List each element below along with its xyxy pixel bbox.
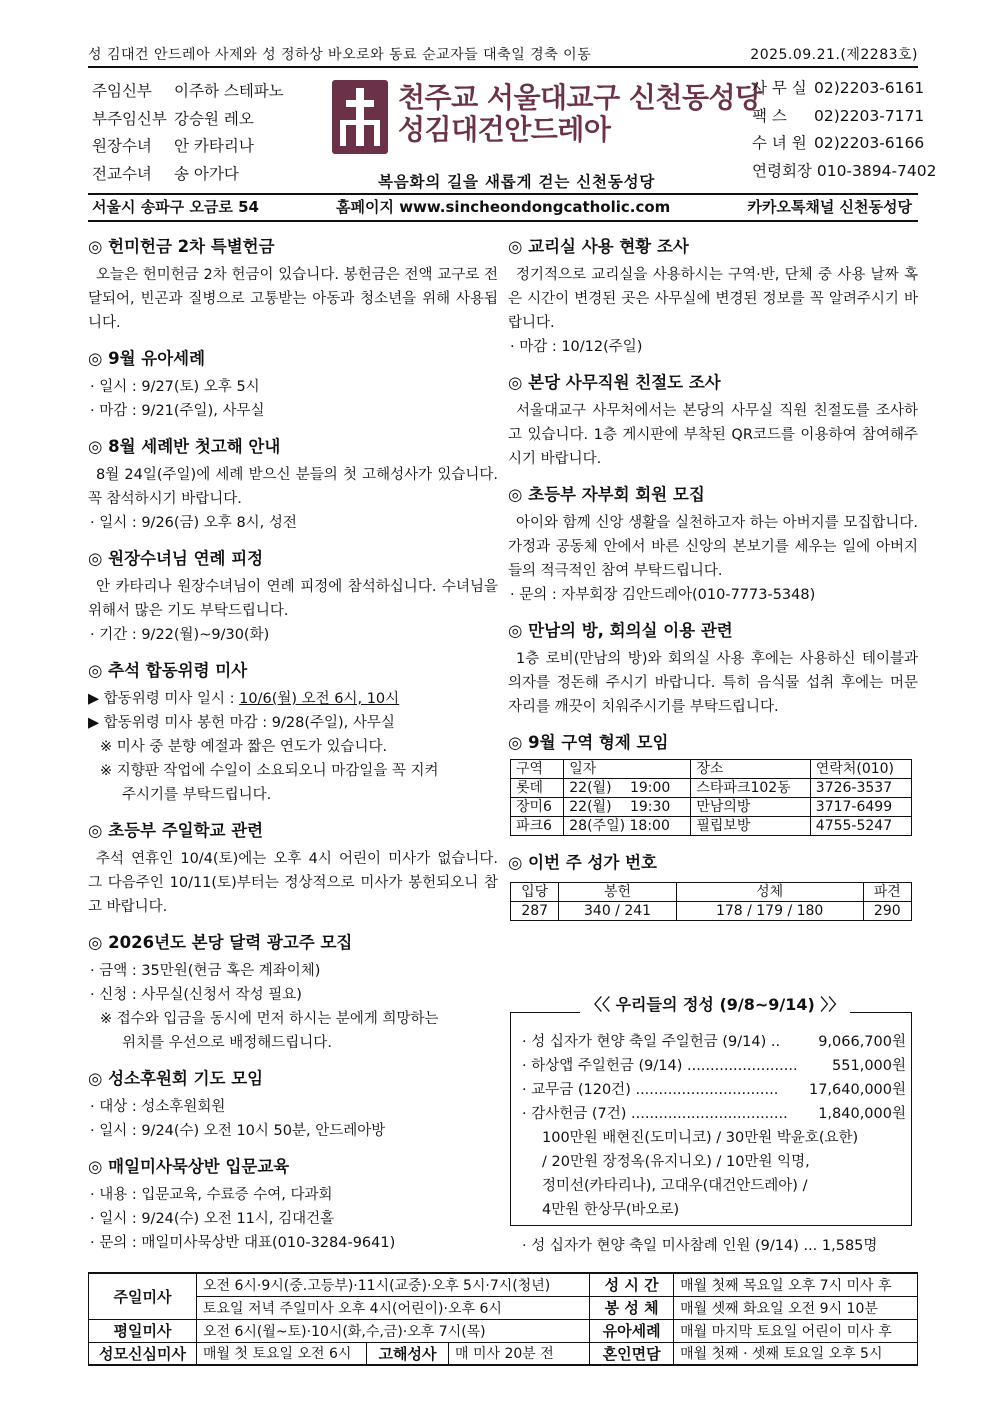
list-item: · 마감 : 10/12(주일) <box>510 339 643 355</box>
parish-name-line2: 성김대건안드레아 <box>398 113 611 146</box>
donor-line: 정미선(카타리나), 고대우(대건안드레아) / <box>542 1178 808 1194</box>
section-title: ◎ 추석 합동위령 미사 <box>88 661 248 680</box>
list-item: · 신청 : 사무실(신청서 작성 필요) <box>90 987 302 1003</box>
contact-row: 팩 스 02)2203-7171 <box>752 106 925 125</box>
notice-section <box>508 372 918 471</box>
section-title: ◎ 헌미헌금 2차 특별헌금 <box>88 237 275 256</box>
notice-section <box>88 1156 498 1255</box>
list-item: · 문의 : 자부회장 김안드레아(010-7773-5348) <box>510 587 816 603</box>
contact-row: 사 무 실 02)2203-6161 <box>752 79 925 97</box>
note-item: 주시기를 부탁드립니다. <box>122 787 272 803</box>
notice-section <box>88 660 498 807</box>
section-body: 서울대교구 사무처에서는 본당의 사무실 직원 친절도를 조사하고 있습니다. 1층 게시판에 부착된 QR코드를 이용하여 참여해주시기 바랍니다. <box>508 403 918 467</box>
notice-section <box>508 236 918 359</box>
list-item: · 금액 : 35만원(현금 혹은 계좌이체) <box>90 963 321 979</box>
info-bar <box>92 196 912 217</box>
list-item: · 내용 : 입문교육, 수료증 수여, 다과회 <box>90 1187 333 1203</box>
section-body: 아이와 함께 신앙 생활을 실천하고자 하는 아버지를 모집합니다. 가정과 공동체 안에서 바른 신앙의 본보기를 세우는 일에 아버지들의 적극적인 참여 부탁드립니다. <box>508 515 918 579</box>
staff-row: 전교수녀 송 아가다 <box>92 164 239 183</box>
offering-row: · 성 십자가 현양 축일 주일헌금 (9/14) .. 9,066,700원 <box>522 1034 906 1050</box>
header-top-rule <box>88 66 918 68</box>
contact-list <box>752 75 937 185</box>
staff-row: 부주임신부 강승원 레오 <box>92 109 254 128</box>
offering-row: · 교무금 (120건) ............................... 17,640,000원 <box>522 1082 906 1098</box>
section-body: 8월 24일(주일)에 세례 받으신 분들의 첫 고해성사가 있습니다. 꼭 참석하시기 바랍니다. <box>88 467 498 507</box>
note-item: ※ 접수와 입금을 동시에 먼저 하시는 분에게 희망하는 <box>100 1011 439 1027</box>
address: 서울시 송파구 오금로 54 <box>92 198 259 216</box>
offering-list <box>522 1030 906 1222</box>
table-row: 평일미사 오전 6시(월~토)·10시(화,수,금)·오후 7시(목) 유아세례 매월 마지막 토요일 어린이 미사 후 <box>89 1319 918 1342</box>
list-item: · 대상 : 성소후원회원 <box>90 1099 226 1115</box>
notice-section <box>88 820 498 919</box>
note-item: ※ 미사 중 분향 예절과 짧은 연도가 있습니다. <box>100 739 388 755</box>
notice-section <box>88 348 498 423</box>
staff-list <box>92 78 284 188</box>
header-mid-rule <box>88 193 918 195</box>
list-item: · 기간 : 9/22(월)~9/30(화) <box>90 627 270 643</box>
table-row: 롯데 22(월) 19:00 스타파크102동 3726-3537 <box>511 779 912 798</box>
contact-row: 연령회장 010-3894-7402 <box>752 161 937 180</box>
section-body: 오늘은 헌미헌금 2차 헌금이 있습니다. 봉헌금은 전액 교구로 전달되어, 빈곤과 질병으로 고통받는 아동과 청소년을 위해 사용됩니다. <box>88 267 498 331</box>
homepage-link[interactable]: 홈페이지 www.sincheondongcatholic.com <box>336 198 671 216</box>
staff-row: 원장수녀 안 카타리나 <box>92 137 254 155</box>
section-body: 안 카타리나 원장수녀님이 연례 피정에 참석하십니다. 수녀님을 위해서 많은 기도 부탁드립니다. <box>88 579 498 619</box>
header-bottom-rule <box>88 220 918 222</box>
notice-section <box>88 1068 498 1143</box>
list-item: · 일시 : 9/26(금) 오후 8시, 성전 <box>90 515 297 531</box>
attendance-line: · 성 십자가 현양 축일 미사참례 인원 (9/14) ... 1,585명 <box>522 1238 878 1254</box>
section-body: 추석 연휴인 10/4(토)에는 오후 4시 어린이 미사가 없습니다. 그 다음주인 10/11(토)부터는 정상적으로 미사가 봉헌되오니 참고 바랍니다. <box>88 851 498 915</box>
list-item: · 마감 : 9/21(주일), 사무실 <box>90 403 265 419</box>
section-title: ◎ 9월 구역 형제 모임 <box>508 733 669 752</box>
table-row: 287 340 / 241 178 / 179 / 180 290 <box>511 902 912 921</box>
parish-name-line1: 천주교 서울대교구 신천동성당 <box>398 81 762 114</box>
list-item: · 일시 : 9/24(수) 오전 11시, 김대건홀 <box>90 1211 335 1227</box>
hymn-number-table <box>510 882 912 921</box>
list-item: · 문의 : 매일미사묵상반 대표(010-3284-9641) <box>90 1235 396 1251</box>
section-title: ◎ 8월 세례반 첫고해 안내 <box>88 437 281 456</box>
table-row: 토요일 저녁 주일미사 오후 4시(어린이)·오후 6시 봉 성 체 매월 셋째 화요일 오전 9시 10분 <box>89 1296 918 1319</box>
section-title: ◎ 초등부 자부회 회원 모집 <box>508 485 705 504</box>
note-item: ※ 지향판 작업에 수일이 소요되오니 마감일을 꼭 지켜 <box>100 763 439 779</box>
table-row: 파크6 28(주일) 18:00 필립보방 4755-5247 <box>511 817 912 836</box>
notice-section <box>88 436 498 535</box>
date-issue: 2025.09.21.(제2283호) <box>750 47 918 63</box>
left-column <box>88 236 498 1268</box>
table-row: 장미6 22(월) 19:30 만남의방 3717-6499 <box>511 798 912 817</box>
top-banner <box>88 44 918 64</box>
section-title: ◎ 본당 사무직원 친절도 조사 <box>508 373 721 392</box>
list-item: ▶ 합동위령 미사 일시 : 10/6(월) 오전 6시, 10시 <box>88 691 400 707</box>
kakao-channel[interactable]: 카카오톡채널 신천동성당 <box>747 198 912 216</box>
notice-section <box>88 932 498 1055</box>
note-item: 위치를 우선으로 배정해드립니다. <box>122 1035 332 1051</box>
section-title: ◎ 성소후원회 기도 모임 <box>88 1069 264 1088</box>
contact-row: 수 녀 원 02)2203-6166 <box>752 134 925 152</box>
notice-section <box>508 484 918 607</box>
section-title: ◎ 2026년도 본당 달력 광고주 모집 <box>88 933 353 952</box>
parish-logo-icon <box>332 80 388 154</box>
slogan: 복음화의 길을 새롭게 걷는 신천동성당 <box>378 173 656 191</box>
offering-row: · 하상앱 주일헌금 (9/14) ........................ 551,000원 <box>522 1058 906 1074</box>
donor-line: / 20만원 장정옥(유지니오) / 10만원 익명, <box>542 1154 810 1170</box>
section-title: ◎ 9월 유아세례 <box>88 349 206 368</box>
section-title: ◎ 이번 주 성가 번호 <box>508 853 657 872</box>
section-title: ◎ 매일미사묵상반 입문교육 <box>88 1157 290 1176</box>
offering-title: 〈〈 우리들의 정성 (9/8~9/14) 〉〉 <box>580 992 850 1015</box>
section-body: 1층 로비(만남의 방)와 회의실 사용 후에는 사용하신 테이블과 의자를 정돈해 주시기 바랍니다. 특히 음식물 섭취 후에는 머문 자리를 깨끗이 치워주시기를 부탁드립니다. <box>508 651 918 715</box>
list-item: ▶ 합동위령 미사 봉헌 마감 : 9/28(주일), 사무실 <box>88 715 395 731</box>
table-row: 성모신심미사 매월 첫 토요일 오전 6시 고해성사 매 미사 20분 전 혼인면담 매월 첫째 · 셋째 토요일 오후 5시 <box>89 1342 918 1365</box>
parish-name <box>398 82 762 146</box>
table-row: 주일미사 오전 6시·9시(중.고등부)·11시(교중)·오후 5시·7시(청년) 성 시 간 매월 첫째 목요일 오후 7시 미사 후 <box>89 1273 918 1296</box>
section-title: ◎ 교리실 사용 현황 조사 <box>508 237 689 256</box>
notice-section <box>508 620 918 719</box>
list-item: · 일시 : 9/24(수) 오전 10시 50분, 안드레아방 <box>90 1123 386 1139</box>
section-title: ◎ 초등부 주일학교 관련 <box>88 821 264 840</box>
notice-section <box>88 548 498 647</box>
notice-section <box>508 732 918 836</box>
section-body: 정기적으로 교리실을 사용하시는 구역·반, 단체 중 사용 날짜 혹은 시간이 변경된 곳은 사무실에 변경된 정보를 꼭 알려주시기 바랍니다. <box>508 267 918 331</box>
section-title: ◎ 원장수녀님 연례 피정 <box>88 549 264 568</box>
right-column <box>508 236 918 934</box>
table-header-row: 구역 일자 장소 연락처(010) <box>511 760 912 779</box>
group-meeting-table <box>510 759 912 836</box>
mass-schedule-table <box>88 1272 918 1366</box>
donor-line: 100만원 배현진(도미니코) / 30만원 박윤호(요한) <box>542 1130 859 1146</box>
list-item: · 일시 : 9/27(토) 오후 5시 <box>90 379 260 395</box>
notice-section <box>88 236 498 335</box>
offering-row: · 감사헌금 (7건) .................................. 1,840,000원 <box>522 1106 906 1122</box>
notice-section <box>508 852 918 921</box>
section-title: ◎ 만남의 방, 회의실 이용 관련 <box>508 621 733 640</box>
memorial-text: 성 김대건 안드레아 사제와 성 정하상 바오로와 동료 순교자들 대축일 경축 이동 <box>88 47 592 63</box>
staff-row: 주임신부 이주하 스테파노 <box>92 82 284 100</box>
table-header-row: 입당 봉헌 성체 파견 <box>511 883 912 902</box>
donor-line: 4만원 한상무(바오로) <box>542 1202 680 1218</box>
